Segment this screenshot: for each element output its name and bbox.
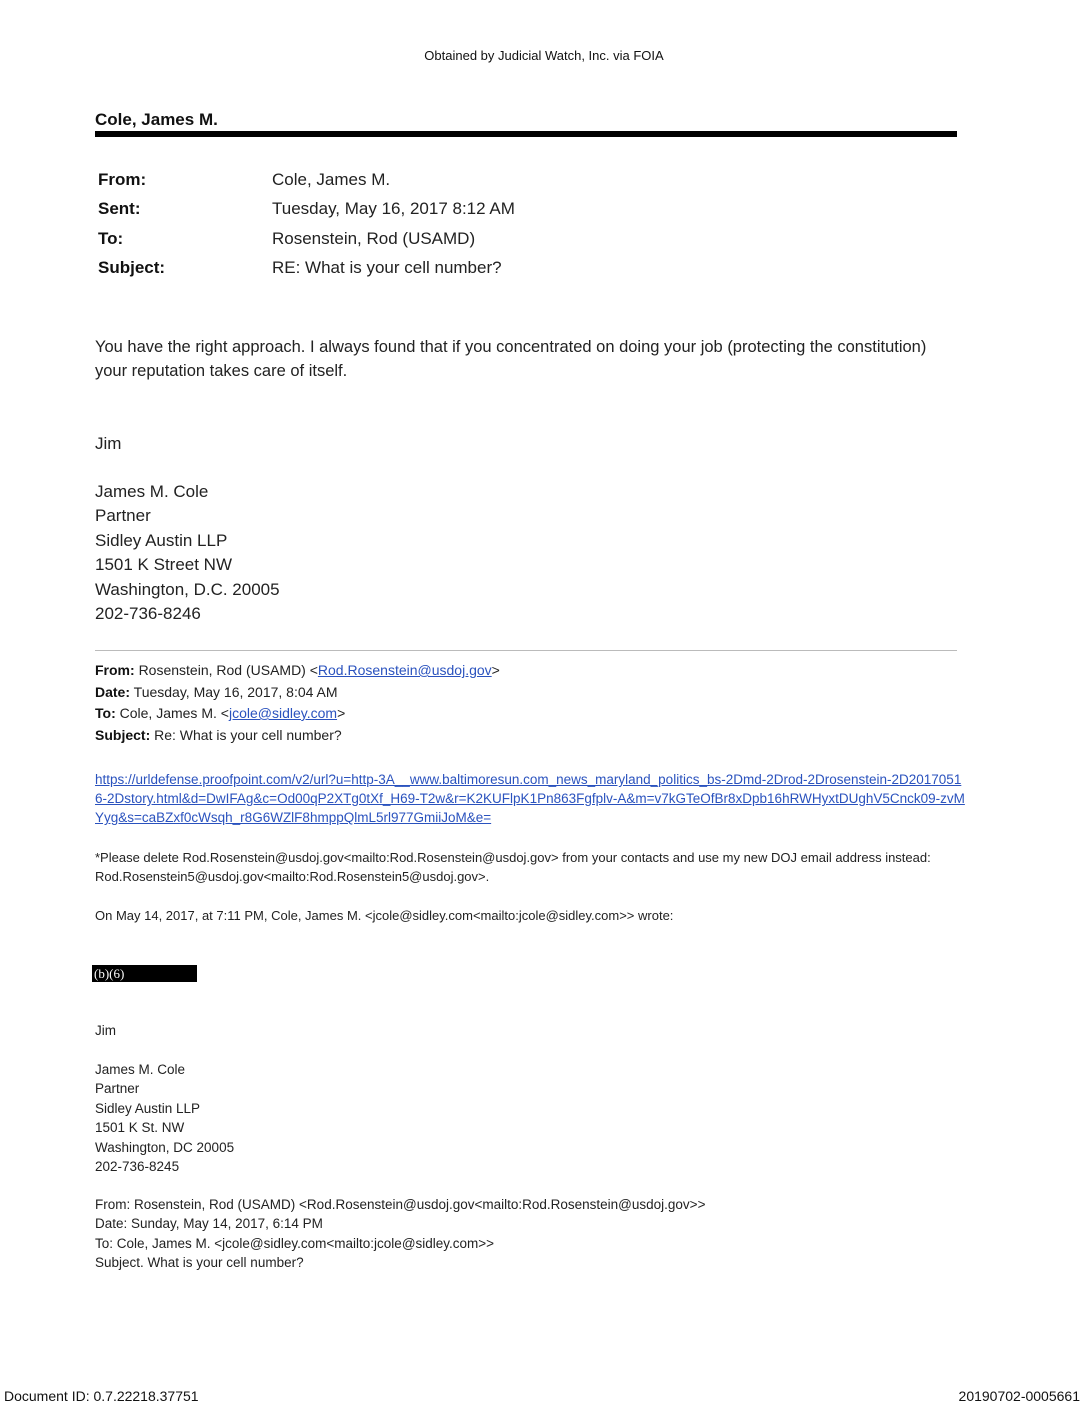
message-signoff: Jim: [95, 434, 122, 453]
email-change-notice: *Please delete Rod.Rosenstein@usdoj.gov<mailto:Rod.Rosenstein@usdoj.gov> from your contacts and use my new DOJ email address instead: Rod.Rosenstein5@usdoj.gov<mailto:Rod.Rosenstein5@usdoj.gov>.: [95, 850, 931, 884]
forwarded-header: [95, 660, 500, 746]
original-message-header: [95, 1195, 705, 1273]
sender-name: Cole, James M.: [95, 110, 218, 129]
quoted-signoff: Jim: [95, 1023, 116, 1038]
subject-value: RE: What is your cell number?: [272, 258, 502, 277]
fwd-subject-value: Re: What is your cell number?: [154, 726, 342, 743]
quoted-signature-street: 1501 K St. NW: [95, 1120, 185, 1136]
sent-value: Tuesday, May 16, 2017 8:12 AM: [272, 199, 515, 218]
reply-separator: [95, 650, 957, 651]
fwd-to-email-link[interactable]: jcole@sidley.com: [228, 705, 338, 721]
quoted-signature-firm: Sidley Austin LLP: [95, 1100, 201, 1116]
fwd-subject-line: [95, 725, 500, 747]
signature-title: Partner: [95, 506, 151, 526]
orig-subject-line: Subject. What is your cell number?: [95, 1255, 304, 1271]
quoted-signature-phone: 202-736-8245: [95, 1159, 180, 1175]
message-body: You have the right approach. I always found that if you concentrated on doing your job (protecting the constitution) your reputation takes care of itself.: [95, 338, 927, 380]
quoted-signature-title: Partner: [95, 1081, 140, 1097]
fwd-from-close: >: [491, 662, 500, 678]
signature-street: 1501 K Street NW: [95, 555, 233, 575]
subject-label: Subject:: [98, 258, 166, 277]
signature-phone: 202-736-8246: [95, 604, 201, 624]
fwd-date-value: Tuesday, May 16, 2017, 8:04 AM: [133, 683, 338, 700]
quoted-signature: [95, 1060, 234, 1176]
fwd-from-line: [95, 660, 500, 682]
fwd-subject-label: Subject:: [95, 726, 151, 743]
fwd-date-line: [95, 682, 500, 704]
fwd-to-line: [95, 703, 500, 725]
to-label: To:: [98, 229, 124, 248]
on-wrote-line: On May 14, 2017, at 7:11 PM, Cole, James M. <jcole@sidley.com<mailto:jcole@sidley.com>> wrote:: [95, 908, 674, 923]
fwd-from-name: Rosenstein, Rod (USAMD) <: [138, 662, 318, 678]
orig-to-line: To: Cole, James M. <jcole@sidley.com<mailto:jcole@sidley.com>>: [95, 1235, 495, 1251]
header-rule: [95, 131, 957, 137]
news-article-link[interactable]: https://urldefense.proofpoint.com/v2/url?u=http-3A__www.baltimoresun.com_news_maryland_politics_bs-2Dmd-2Drod-2Drosenstein-2D20170516-2Dstory.html&d=DwIFAg&c=Od00qP2XTg0tXf_H69-T2w&r=K2KUFlpK1Pn863Fgfplv-A&m=v7kGTeOfBr8xDpb16hRWHyxtDUghV5Cnck09-zvMYyg&s=caBZxf0cWsqh_r8G6WZlF8hmppQlmL5rl977GmiiJoM&e=: [95, 772, 965, 825]
sent-label: Sent:: [98, 199, 141, 218]
orig-date-line: Date: Sunday, May 14, 2017, 6:14 PM: [95, 1216, 323, 1232]
fwd-from-label: From:: [95, 662, 135, 678]
document-id: Document ID: 0.7.22218.37751: [4, 1388, 199, 1404]
to-value: Rosenstein, Rod (USAMD): [272, 229, 476, 248]
foia-watermark: Obtained by Judicial Watch, Inc. via FOIA: [424, 48, 664, 63]
fwd-to-label: To:: [95, 705, 116, 721]
fwd-date-label: Date:: [95, 683, 131, 700]
redaction-box: (b)(6): [92, 965, 197, 982]
bates-number: 20190702-0005661: [958, 1388, 1080, 1404]
signature-city: Washington, D.C. 20005: [95, 579, 280, 599]
fwd-from-email-link[interactable]: Rod.Rosenstein@usdoj.gov: [317, 662, 492, 678]
from-label: From:: [98, 170, 147, 189]
signature-name: James M. Cole: [95, 482, 209, 501]
from-value: Cole, James M.: [272, 170, 391, 189]
fwd-to-name: Cole, James M. <: [119, 705, 229, 721]
fwd-to-close: >: [337, 705, 346, 721]
signature-firm: Sidley Austin LLP: [95, 530, 228, 550]
quoted-signature-name: James M. Cole: [95, 1062, 186, 1077]
orig-from-line: From: Rosenstein, Rod (USAMD) <Rod.Rosenstein@usdoj.gov<mailto:Rod.Rosenstein@usdoj.gov>>: [95, 1197, 706, 1212]
signature-block: [95, 480, 280, 626]
quoted-signature-city: Washington, DC 20005: [95, 1139, 235, 1155]
